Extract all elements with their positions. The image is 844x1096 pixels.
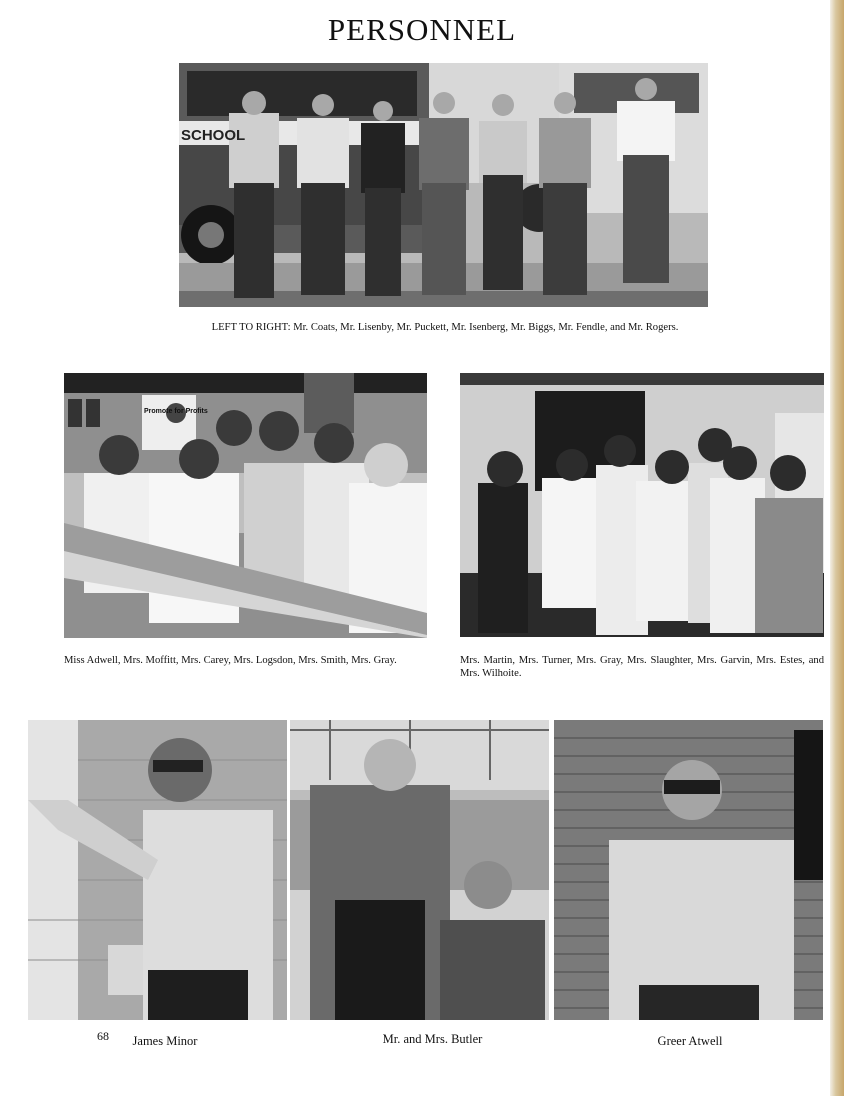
butler-photo — [290, 720, 549, 1020]
butler-caption: Mr. and Mrs. Butler — [382, 1032, 483, 1046]
kitchen-staff-photo — [460, 373, 824, 637]
page-edge — [830, 0, 844, 1096]
poster-text: Promote for Profits — [144, 408, 208, 415]
greer-atwell-caption: Greer Atwell — [657, 1034, 723, 1048]
page-title: PERSONNEL — [327, 12, 517, 47]
page-number: 68 — [97, 1029, 109, 1043]
bus-drivers-caption: LEFT TO RIGHT: Mr. Coats, Mr. Lisenby, Mr. Puckett, Mr. Isenberg, Mr. Biggs, Mr. Fendle, and Mr. Rogers. — [211, 322, 679, 333]
cafeteria-staff-caption: Miss Adwell, Mrs. Moffitt, Mrs. Carey, Mrs. Logsdon, Mrs. Smith, Mrs. Gray. — [64, 655, 397, 666]
cafeteria-staff-photo — [64, 373, 427, 638]
james-minor-caption: James Minor — [132, 1034, 198, 1048]
kitchen-staff-caption: Mrs. Martin, Mrs. Turner, Mrs. Gray, Mrs. Slaughter, Mrs. Garvin, Mrs. Estes, and Mrs. Wilhoite. — [460, 655, 824, 679]
james-minor-photo — [28, 720, 287, 1020]
bus-drivers-photo — [179, 63, 708, 307]
bus-sign-text: SCHOOL — [181, 127, 246, 144]
greer-atwell-photo — [554, 720, 823, 1020]
